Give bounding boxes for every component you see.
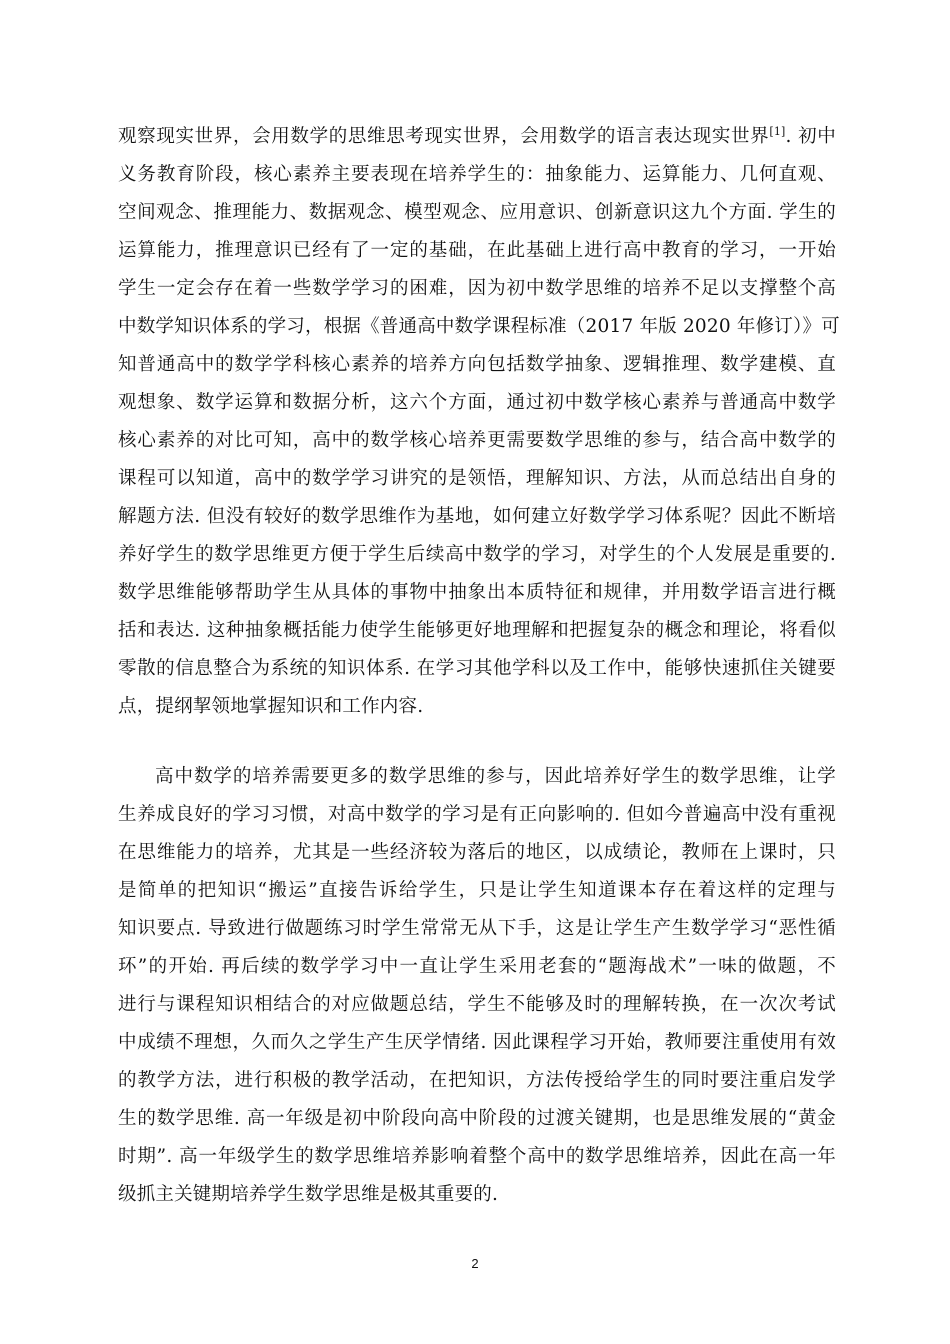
text-line: 时期”. 高一年级学生的数学思维培养影响着整个高中的数学思维培养，因此在高一年 bbox=[118, 1146, 836, 1167]
citation-mark[interactable]: [1] bbox=[769, 125, 786, 138]
page-number: 2 bbox=[471, 1256, 479, 1271]
text-line: 环”的开始. 再后续的数学学习中一直让学生采用老套的“题海战术”一味的做题，不 bbox=[118, 956, 836, 977]
paragraph-1 bbox=[118, 118, 840, 726]
text-line: 括和表达. 这种抽象概括能力使学生能够更好地理解和把握复杂的概念和理论，将看似 bbox=[118, 620, 836, 641]
text-line: 进行与课程知识相结合的对应做题总结，学生不能够及时的理解转换，在一次次考试 bbox=[118, 994, 836, 1015]
text-line: 空间观念、推理能力、数据观念、模型观念、应用意识、创新意识这九个方面. 学生的 bbox=[118, 202, 836, 223]
text-line: 解题方法. 但没有较好的数学思维作为基地，如何建立好数学学习体系呢？因此不断培 bbox=[118, 506, 836, 527]
text-line-tail: . 初中 bbox=[785, 126, 836, 147]
text-line: 运算能力，推理意识已经有了一定的基础，在此基础上进行高中教育的学习，一开始 bbox=[118, 240, 836, 261]
text-line: 核心素养的对比可知，高中的数学核心培养更需要数学思维的参与，结合高中数学的 bbox=[118, 430, 836, 451]
text-line: 点，提纲挈领地掌握知识和工作内容. bbox=[118, 696, 424, 717]
text-line: 养好学生的数学思维更方便于学生后续高中数学的学习，对学生的个人发展是重要的. bbox=[118, 544, 836, 565]
text-line: 是简单的把知识“搬运”直接告诉给学生，只是让学生知道课本存在着这样的定理与 bbox=[118, 880, 836, 901]
text-line: 级抓主关键期培养学生数学思维是极其重要的. bbox=[118, 1184, 499, 1205]
text-line bbox=[118, 118, 836, 156]
paragraph-2 bbox=[118, 758, 836, 1214]
text-line: 数学思维能够帮助学生从具体的事物中抽象出本质特征和规律，并用数学语言进行概 bbox=[118, 582, 836, 603]
text-line: 在思维能力的培养，尤其是一些经济较为落后的地区，以成绩论，教师在上课时，只 bbox=[118, 842, 836, 863]
text-line: 观想象、数学运算和数据分析，这六个方面，通过初中数学核心素养与普通高中数学 bbox=[118, 392, 836, 413]
text-line: 知识要点. 导致进行做题练习时学生常常无从下手，这是让学生产生数学学习“恶性循 bbox=[118, 918, 836, 939]
text-line: 的教学方法，进行积极的教学活动，在把知识，方法传授给学生的同时要注重启发学 bbox=[118, 1070, 836, 1091]
text-line: 义务教育阶段，核心素养主要表现在培养学生的：抽象能力、运算能力、几何直观、 bbox=[118, 164, 836, 185]
text-line-content: 观察现实世界，会用数学的思维思考现实世界，会用数学的语言表达现实世界 bbox=[118, 126, 770, 147]
text-line: 零散的信息整合为系统的知识体系. 在学习其他学科以及工作中，能够快速抓住关键要 bbox=[118, 658, 836, 679]
text-line: 中数学知识体系的学习，根据《普通高中数学课程标准（2017 年版 2020 年修订）》可 bbox=[118, 316, 840, 337]
text-line: 高中数学的培养需要更多的数学思维的参与，因此培养好学生的数学思维，让学 bbox=[155, 766, 836, 787]
text-line: 生养成良好的学习习惯，对高中数学的学习是有正向影响的. 但如今普遍高中没有重视 bbox=[118, 804, 836, 825]
text-line: 中成绩不理想，久而久之学生产生厌学情绪. 因此课程学习开始，教师要注重使用有效 bbox=[118, 1032, 836, 1053]
text-line: 知普通高中的数学学科核心素养的培养方向包括数学抽象、逻辑推理、数学建模、直 bbox=[118, 354, 836, 375]
text-line: 学生一定会存在着一些数学学习的困难，因为初中数学思维的培养不足以支撑整个高 bbox=[118, 278, 836, 299]
text-line: 课程可以知道，高中的数学学习讲究的是领悟，理解知识、方法，从而总结出自身的 bbox=[118, 468, 836, 489]
text-line: 生的数学思维. 高一年级是初中阶段向高中阶段的过渡关键期，也是思维发展的“黄金 bbox=[118, 1108, 836, 1129]
